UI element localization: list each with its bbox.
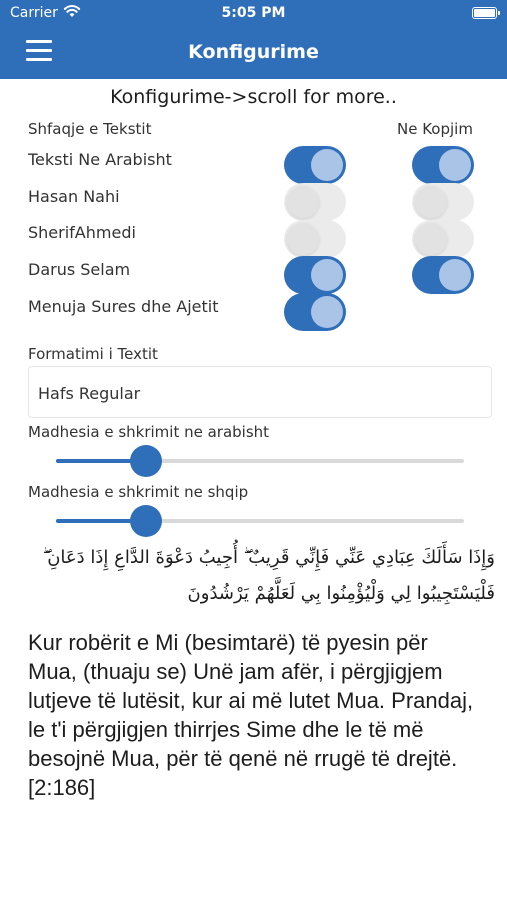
page-title: Konfigurime bbox=[188, 41, 319, 63]
toggle-sherif-ahmedi-show[interactable] bbox=[284, 220, 346, 258]
settings-header: Konfigurime->scroll for more.. bbox=[110, 86, 397, 108]
toggle-arabic-text-copy[interactable] bbox=[412, 146, 474, 184]
arabic-verse-preview: وَإِذَا سَأَلَكَ عِبَادِي عَنِّي فَإِنِّي قَرِيبٌ ۖ أُجِيبُ دَعْوَةَ الدَّاعِ إِذَا دَعَانِ ۖ فَلْيَسْتَجِيبُوا لِي وَلْيُؤْمِنُوا بِي لَعَلَّهُمْ يَرْشُدُونَ bbox=[42, 547, 495, 604]
albanian-size-slider-thumb[interactable] bbox=[130, 505, 162, 537]
text-format-select[interactable]: Hafs Regular bbox=[28, 366, 492, 418]
setting-label-hasan-nahi: Hasan Nahi bbox=[28, 187, 120, 206]
albanian-size-label: Madhesia e shkrimit ne shqip bbox=[28, 483, 249, 501]
toggle-arabic-text-show[interactable] bbox=[284, 146, 346, 184]
format-label: Formatimi i Textit bbox=[28, 345, 158, 363]
navigation-bar bbox=[0, 28, 507, 79]
toggle-hasan-nahi-copy[interactable] bbox=[412, 183, 474, 221]
arabic-size-label: Madhesia e shkrimit ne arabisht bbox=[28, 423, 270, 441]
toggle-sura-menu-show[interactable] bbox=[284, 293, 346, 331]
toggle-darus-selam-show[interactable] bbox=[284, 256, 346, 294]
toggle-darus-selam-copy[interactable] bbox=[412, 256, 474, 294]
setting-label-darus-selam: Darus Selam bbox=[28, 260, 131, 279]
arabic-size-slider[interactable] bbox=[56, 459, 464, 463]
clock: 5:05 PM bbox=[221, 5, 286, 21]
status-bar bbox=[0, 0, 507, 28]
setting-label-sherif-ahmedi: SherifAhmedi bbox=[28, 223, 136, 242]
carrier-label: Carrier bbox=[10, 5, 58, 21]
column-label-show-text: Shfaqje e Tekstit bbox=[28, 120, 152, 138]
toggle-hasan-nahi-show[interactable] bbox=[284, 183, 346, 221]
albanian-size-slider[interactable] bbox=[56, 519, 464, 523]
column-label-copy: Ne Kopjim bbox=[397, 120, 473, 138]
setting-label-sura-menu: Menuja Sures dhe Ajetit bbox=[28, 297, 219, 316]
setting-label-arabic-text: Teksti Ne Arabisht bbox=[28, 150, 172, 169]
arabic-size-slider-thumb[interactable] bbox=[130, 445, 162, 477]
toggle-sherif-ahmedi-copy[interactable] bbox=[412, 220, 474, 258]
translation-preview: Kur robërit e Mi (besimtarë) të pyesin për Mua, (thuaju se) Unë jam afër, i përgjigjem lutjeve të lutësit, kur ai më lutet Mua. Prandaj, le t'i përgjigjen thirrjes Sime dhe le të më besojnë Mua, për të qenë në rrugë të drejtë. [2:186] bbox=[28, 630, 474, 800]
battery-icon bbox=[472, 7, 497, 19]
